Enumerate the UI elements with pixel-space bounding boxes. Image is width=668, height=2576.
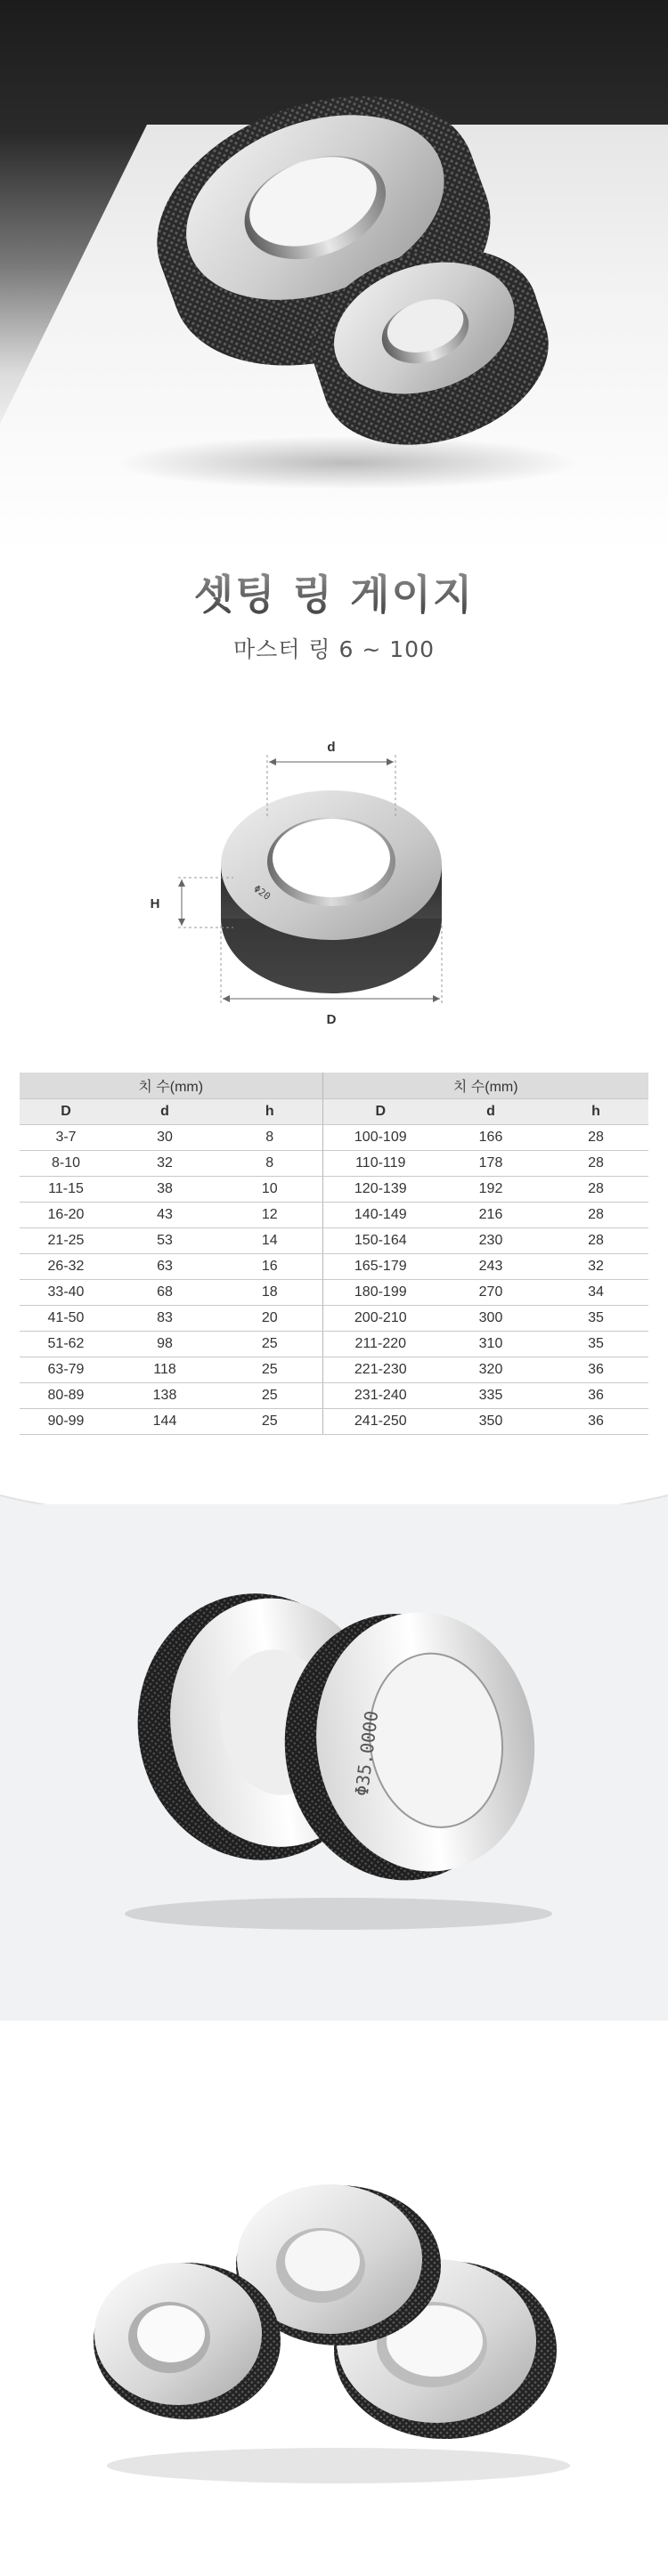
table-cell: 320 (438, 1357, 543, 1382)
table-row (20, 1382, 648, 1408)
ring-engraving: Φ20 (251, 882, 273, 903)
table-cell: 310 (438, 1331, 543, 1357)
table-cell: 28 (543, 1227, 648, 1253)
table-cell: 20 (217, 1305, 322, 1331)
table-cell: 211-220 (322, 1331, 438, 1357)
table-cell: 241-250 (322, 1408, 438, 1434)
product-subtitle: 마스터 링 6 ~ 100 (233, 636, 435, 662)
table-body (20, 1124, 648, 1434)
table-cell: 63-79 (20, 1357, 112, 1382)
table-cell: 120-139 (322, 1176, 438, 1202)
table-row (20, 1357, 648, 1382)
table-cell: 11-15 (20, 1176, 112, 1202)
col-D-right: D (322, 1098, 438, 1124)
table-cell: 21-25 (20, 1227, 112, 1253)
rings-trio-image (0, 2047, 668, 2576)
table-row (20, 1227, 648, 1253)
table-cell: 300 (438, 1305, 543, 1331)
table-cell: 36 (543, 1382, 648, 1408)
table-cell: 165-179 (322, 1253, 438, 1279)
table-cell: 28 (543, 1124, 648, 1150)
dimension-diagram (0, 712, 668, 1050)
table-cell: 35 (543, 1331, 648, 1357)
table-row (20, 1150, 648, 1176)
table-row (20, 1331, 648, 1357)
table-cell: 16-20 (20, 1202, 112, 1227)
table-row (20, 1202, 648, 1227)
product-photo-pair (0, 1504, 668, 2021)
table-row (20, 1305, 648, 1331)
table-row (20, 1253, 648, 1279)
group-header-right: 치 수(mm) (322, 1073, 648, 1098)
table-cell: 36 (543, 1408, 648, 1434)
table-cell: 41-50 (20, 1305, 112, 1331)
table-cell: 90-99 (20, 1408, 112, 1434)
table-cell: 34 (543, 1279, 648, 1305)
table-cell: 192 (438, 1176, 543, 1202)
table-cell: 14 (217, 1227, 322, 1253)
table-cell: 335 (438, 1382, 543, 1408)
col-d-right: d (438, 1098, 543, 1124)
table-cell: 100-109 (322, 1124, 438, 1150)
table-cell: 166 (438, 1124, 543, 1150)
col-h-right: h (543, 1098, 648, 1124)
title-block (0, 563, 668, 664)
table-cell: 140-149 (322, 1202, 438, 1227)
table-cell: 8 (217, 1124, 322, 1150)
table-cell: 68 (112, 1279, 217, 1305)
table-cell: 32 (112, 1150, 217, 1176)
table-cell: 25 (217, 1382, 322, 1408)
table-cell: 350 (438, 1408, 543, 1434)
table-cell: 28 (543, 1176, 648, 1202)
table-cell: 25 (217, 1331, 322, 1357)
label-outer-D: D (326, 1012, 337, 1027)
table-cell: 30 (112, 1124, 217, 1150)
group-header-left: 치 수(mm) (20, 1073, 322, 1098)
table-cell: 25 (217, 1408, 322, 1434)
table-cell: 28 (543, 1202, 648, 1227)
table-cell: 180-199 (322, 1279, 438, 1305)
label-bore-d: d (327, 740, 336, 755)
table-cell: 231-240 (322, 1382, 438, 1408)
table-cell: 28 (543, 1150, 648, 1176)
table-cell: 51-62 (20, 1331, 112, 1357)
col-h-left: h (217, 1098, 322, 1124)
table-cell: 12 (217, 1202, 322, 1227)
table-cell: 8-10 (20, 1150, 112, 1176)
table-cell: 110-119 (322, 1150, 438, 1176)
hero-banner (0, 0, 668, 552)
table-cell: 243 (438, 1253, 543, 1279)
col-D-left: D (20, 1098, 112, 1124)
label-height-H: H (150, 896, 160, 911)
table-row (20, 1176, 648, 1202)
table-cell: 36 (543, 1357, 648, 1382)
table-cell: 230 (438, 1227, 543, 1253)
table-column-header (20, 1098, 648, 1124)
table-row (20, 1124, 648, 1150)
table-cell: 138 (112, 1382, 217, 1408)
table-cell: 3-7 (20, 1124, 112, 1150)
table-cell: 270 (438, 1279, 543, 1305)
product-title: 셋팅 링 게이지 (0, 563, 668, 621)
table-cell: 38 (112, 1176, 217, 1202)
table-cell: 26-32 (20, 1253, 112, 1279)
table-cell: 118 (112, 1357, 217, 1382)
table-group-header (20, 1073, 648, 1098)
spec-table (20, 1073, 648, 1435)
table-cell: 144 (112, 1408, 217, 1434)
table-cell: 8 (217, 1150, 322, 1176)
table-cell: 200-210 (322, 1305, 438, 1331)
table-row (20, 1408, 648, 1434)
col-d-left: d (112, 1098, 217, 1124)
table-cell: 33-40 (20, 1279, 112, 1305)
table-cell: 83 (112, 1305, 217, 1331)
table-cell: 53 (112, 1227, 217, 1253)
table-cell: 32 (543, 1253, 648, 1279)
hero-rings-image (0, 0, 668, 552)
table-cell: 98 (112, 1331, 217, 1357)
table-cell: 25 (217, 1357, 322, 1382)
table-cell: 216 (438, 1202, 543, 1227)
table-cell: 35 (543, 1305, 648, 1331)
table-cell: 43 (112, 1202, 217, 1227)
table-cell: 178 (438, 1150, 543, 1176)
table-cell: 80-89 (20, 1382, 112, 1408)
table-cell: 16 (217, 1253, 322, 1279)
rings-pair-image (0, 1504, 668, 2021)
table-cell: 18 (217, 1279, 322, 1305)
table-row (20, 1279, 648, 1305)
table-cell: 150-164 (322, 1227, 438, 1253)
table-cell: 221-230 (322, 1357, 438, 1382)
ring-engraving-35: Φ35.0000 (350, 1709, 383, 1798)
table-cell: 10 (217, 1176, 322, 1202)
table-cell: 63 (112, 1253, 217, 1279)
product-photo-trio (0, 2047, 668, 2576)
